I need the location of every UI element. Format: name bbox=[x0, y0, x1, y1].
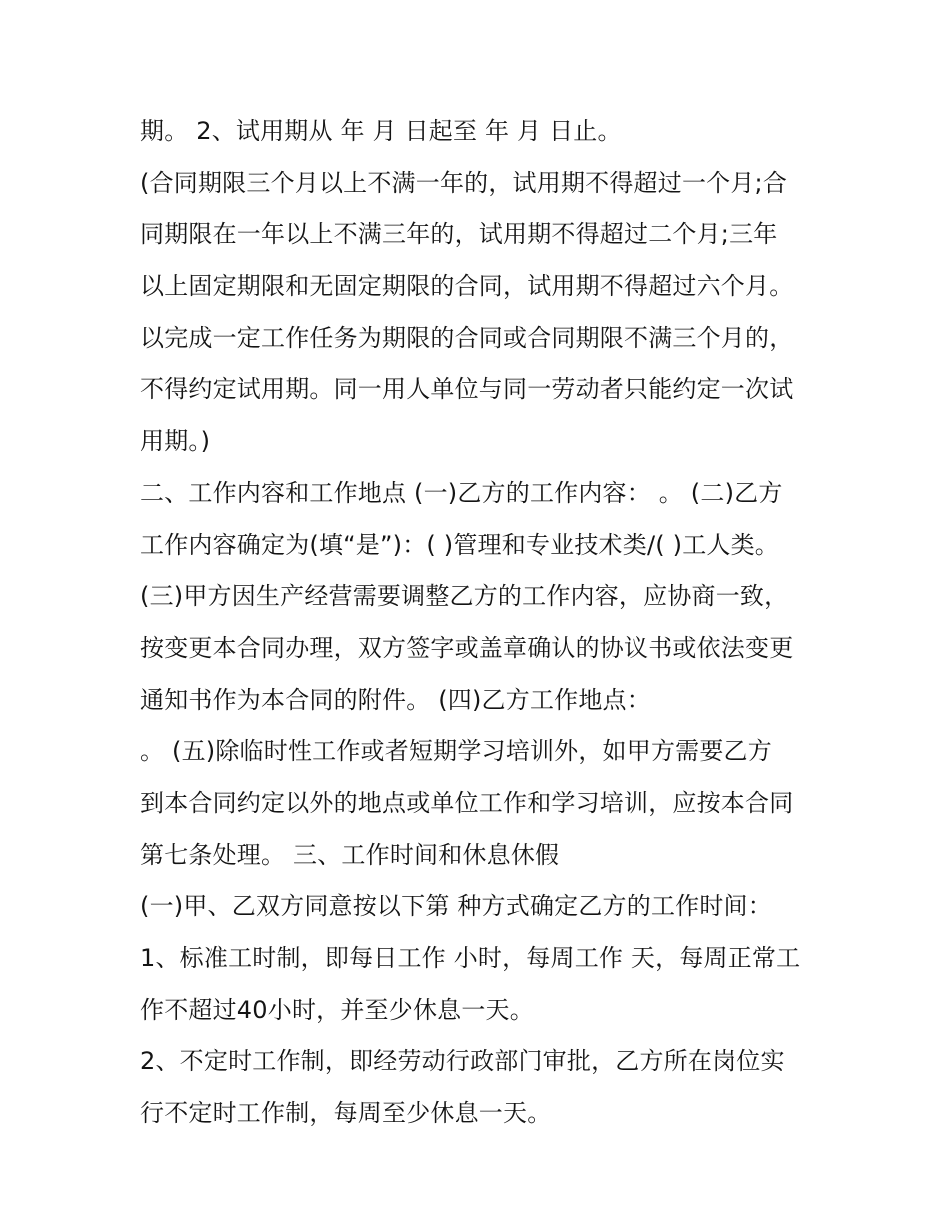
text-line: 同期限在一年以上不满三年的，试用期不得超过二个月;三年 bbox=[140, 220, 778, 249]
text-line: 以上固定期限和无固定期限的合同，试用期不得超过六个月。 bbox=[140, 272, 794, 301]
text-line: 通知书作为本合同的附件。 (四)乙方工作地点： bbox=[140, 685, 651, 714]
text-line: 不得约定试用期。同一用人单位与同一劳动者只能约定一次试 bbox=[140, 375, 794, 404]
text-line: 到本合同约定以外的地点或单位工作和学习培训，应按本合同 bbox=[140, 788, 794, 817]
text-line: 1、标准工时制，即每日工作 小时，每周工作 天，每周正常工 bbox=[140, 944, 801, 972]
text-line: 以完成一定工作任务为期限的合同或合同期限不满三个月的， bbox=[140, 323, 794, 352]
text-line: (一)甲、乙双方同意按以下第 种方式确定乙方的工作时间： bbox=[140, 892, 772, 921]
text-line: 行不定时工作制，每周至少休息一天。 bbox=[140, 1099, 552, 1128]
text-line: (三)甲方因生产经营需要调整乙方的工作内容，应协商一致， bbox=[140, 582, 789, 611]
text-line: 工作内容确定为(填“是”)：( )管理和专业技术类/( )工人类。 bbox=[140, 530, 779, 559]
text-line: 二、工作内容和工作地点 (一)乙方的工作内容： 。 (二)乙方 bbox=[140, 478, 783, 507]
text-line: 2、不定时工作制，即经劳动行政部门审批，乙方所在岗位实 bbox=[140, 1047, 785, 1076]
contract-text bbox=[140, 106, 820, 1140]
text-line: (合同期限三个月以上不满一年的，试用期不得超过一个月;合 bbox=[140, 168, 788, 197]
text-line: 第七条处理。 三、工作时间和休息休假 bbox=[140, 840, 560, 869]
text-line: 作不超过40小时，并至少休息一天。 bbox=[140, 995, 534, 1024]
text-line: 。 (五)除临时性工作或者短期学习培训外，如甲方需要乙方 bbox=[140, 737, 772, 766]
text-line: 用期。) bbox=[140, 427, 211, 456]
text-line: 按变更本合同办理，双方签字或盖章确认的协议书或依法变更 bbox=[140, 633, 794, 662]
text-line: 期。 2、试用期从 年 月 日起至 年 月 日止。 bbox=[140, 117, 622, 145]
